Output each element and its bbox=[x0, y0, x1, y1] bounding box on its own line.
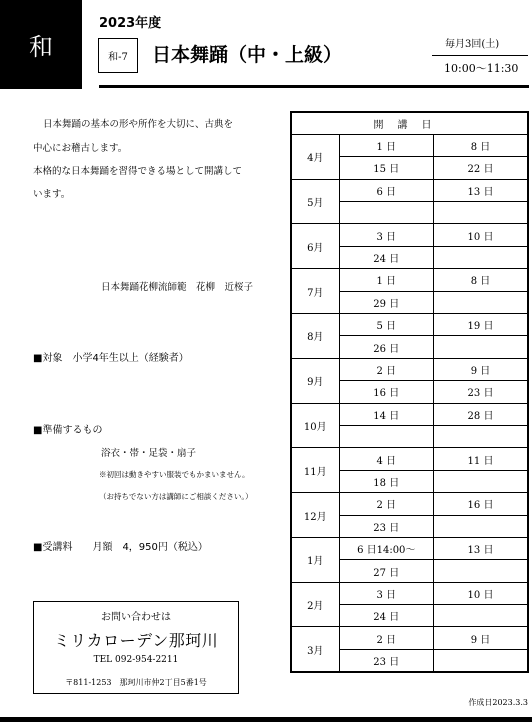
date-cell: 14 日 bbox=[339, 403, 434, 425]
date-cell: 6 日14:00～ bbox=[339, 537, 434, 559]
target-audience: ■対象 小学4年生以上（経験者） bbox=[33, 353, 189, 364]
date-cell: 2 日 bbox=[339, 493, 434, 515]
schedule-row bbox=[291, 179, 528, 201]
created-date: 作成日2023.3.3 bbox=[468, 698, 528, 707]
schedule-row bbox=[291, 314, 528, 336]
date-cell bbox=[339, 425, 434, 447]
contact-box bbox=[33, 601, 239, 694]
date-cell: 16 日 bbox=[339, 381, 434, 403]
month-cell: 10月 bbox=[291, 403, 339, 448]
date-cell: 5 日 bbox=[339, 314, 434, 336]
description-line-2: 中心にお稽古します。 bbox=[33, 143, 128, 154]
date-cell: 9 日 bbox=[434, 358, 529, 380]
date-cell: 8 日 bbox=[434, 134, 529, 156]
date-cell bbox=[434, 560, 529, 582]
fiscal-year: 2023年度 bbox=[99, 16, 162, 31]
class-time: 10:00～11:30 bbox=[444, 62, 519, 75]
date-cell: 13 日 bbox=[434, 179, 529, 201]
schedule-row bbox=[291, 627, 528, 649]
month-cell: 1月 bbox=[291, 537, 339, 582]
month-cell: 7月 bbox=[291, 269, 339, 314]
schedule-row bbox=[291, 403, 528, 425]
date-cell: 3 日 bbox=[339, 224, 434, 246]
date-cell: 23 日 bbox=[434, 381, 529, 403]
date-cell: 29 日 bbox=[339, 291, 434, 313]
month-cell: 3月 bbox=[291, 627, 339, 672]
description-line-4: います。 bbox=[33, 189, 71, 200]
date-cell: 16 日 bbox=[434, 493, 529, 515]
date-cell: 27 日 bbox=[339, 560, 434, 582]
date-cell: 24 日 bbox=[339, 246, 434, 268]
instructor: 日本舞踊花柳流師範 花柳 近桜子 bbox=[101, 282, 254, 293]
date-cell: 26 日 bbox=[339, 336, 434, 358]
schedule-row bbox=[291, 493, 528, 515]
date-cell: 11 日 bbox=[434, 448, 529, 470]
category-badge bbox=[0, 0, 82, 89]
schedule-row bbox=[291, 269, 528, 291]
date-cell bbox=[434, 605, 529, 627]
date-cell: 15 日 bbox=[339, 157, 434, 179]
date-cell: 19 日 bbox=[434, 314, 529, 336]
date-cell: 1 日 bbox=[339, 134, 434, 156]
schedule-row bbox=[291, 582, 528, 604]
date-cell bbox=[434, 291, 529, 313]
schedule-row bbox=[291, 224, 528, 246]
date-cell: 28 日 bbox=[434, 403, 529, 425]
preparation-note-1: ※初回は動きやすい服装でもかまいません。 bbox=[99, 470, 250, 479]
date-cell: 3 日 bbox=[339, 582, 434, 604]
date-cell: 1 日 bbox=[339, 269, 434, 291]
date-cell: 23 日 bbox=[339, 515, 434, 537]
schedule-header: 開講日 bbox=[291, 112, 528, 134]
month-cell: 11月 bbox=[291, 448, 339, 493]
contact-phone[interactable]: TEL 092-954-2211 bbox=[93, 655, 179, 665]
course-code-label: 和-7 bbox=[108, 52, 128, 63]
header-rule bbox=[99, 85, 529, 88]
date-cell bbox=[434, 425, 529, 447]
date-cell: 6 日 bbox=[339, 179, 434, 201]
schedule-row bbox=[291, 537, 528, 559]
schedule-table bbox=[290, 111, 529, 673]
frequency-divider bbox=[432, 55, 528, 56]
fee: ■受講料 月額 4，950円（税込） bbox=[33, 542, 208, 553]
venue-name: ミリカローデン那珂川 bbox=[53, 631, 219, 650]
date-cell bbox=[434, 246, 529, 268]
date-cell: 2 日 bbox=[339, 627, 434, 649]
description-line-3: 本格的な日本舞踊を習得できる場として開講して bbox=[33, 166, 243, 177]
date-cell: 10 日 bbox=[434, 582, 529, 604]
date-cell bbox=[434, 336, 529, 358]
date-cell: 22 日 bbox=[434, 157, 529, 179]
contact-heading: お問い合わせは bbox=[101, 612, 171, 623]
preparation-items: 浴衣・帯・足袋・扇子 bbox=[101, 448, 197, 459]
month-cell: 5月 bbox=[291, 179, 339, 224]
month-cell: 2月 bbox=[291, 582, 339, 627]
preparation-heading: ■準備するもの bbox=[33, 425, 103, 436]
month-cell: 12月 bbox=[291, 493, 339, 538]
contact-address: 〒811-1253 那珂川市仲2丁目5番1号 bbox=[65, 678, 207, 687]
month-cell: 6月 bbox=[291, 224, 339, 269]
date-cell: 24 日 bbox=[339, 605, 434, 627]
course-code bbox=[98, 38, 138, 73]
month-cell: 9月 bbox=[291, 358, 339, 403]
date-cell bbox=[434, 470, 529, 492]
schedule-header-row bbox=[291, 112, 528, 134]
schedule-row bbox=[291, 134, 528, 156]
date-cell bbox=[434, 202, 529, 224]
schedule-row bbox=[291, 448, 528, 470]
date-cell bbox=[434, 649, 529, 671]
date-cell: 4 日 bbox=[339, 448, 434, 470]
description-line-1: 日本舞踊の基本の形や所作を大切に、古典を bbox=[43, 119, 234, 130]
category-badge-label: 和 bbox=[29, 33, 53, 61]
date-cell: 2 日 bbox=[339, 358, 434, 380]
page-title: 日本舞踊（中・上級） bbox=[152, 44, 343, 66]
month-cell: 8月 bbox=[291, 314, 339, 359]
frequency: 毎月3回(土) bbox=[445, 39, 500, 50]
date-cell: 13 日 bbox=[434, 537, 529, 559]
date-cell: 9 日 bbox=[434, 627, 529, 649]
schedule-row bbox=[291, 358, 528, 380]
date-cell bbox=[434, 515, 529, 537]
date-cell: 23 日 bbox=[339, 649, 434, 671]
date-cell: 8 日 bbox=[434, 269, 529, 291]
date-cell: 18 日 bbox=[339, 470, 434, 492]
preparation-note-2: （お持ちでない方は講師にご相談ください。） bbox=[99, 492, 253, 501]
footer-rule bbox=[0, 717, 532, 722]
month-cell: 4月 bbox=[291, 134, 339, 179]
schedule-body bbox=[291, 134, 528, 671]
date-cell: 10 日 bbox=[434, 224, 529, 246]
date-cell bbox=[339, 202, 434, 224]
